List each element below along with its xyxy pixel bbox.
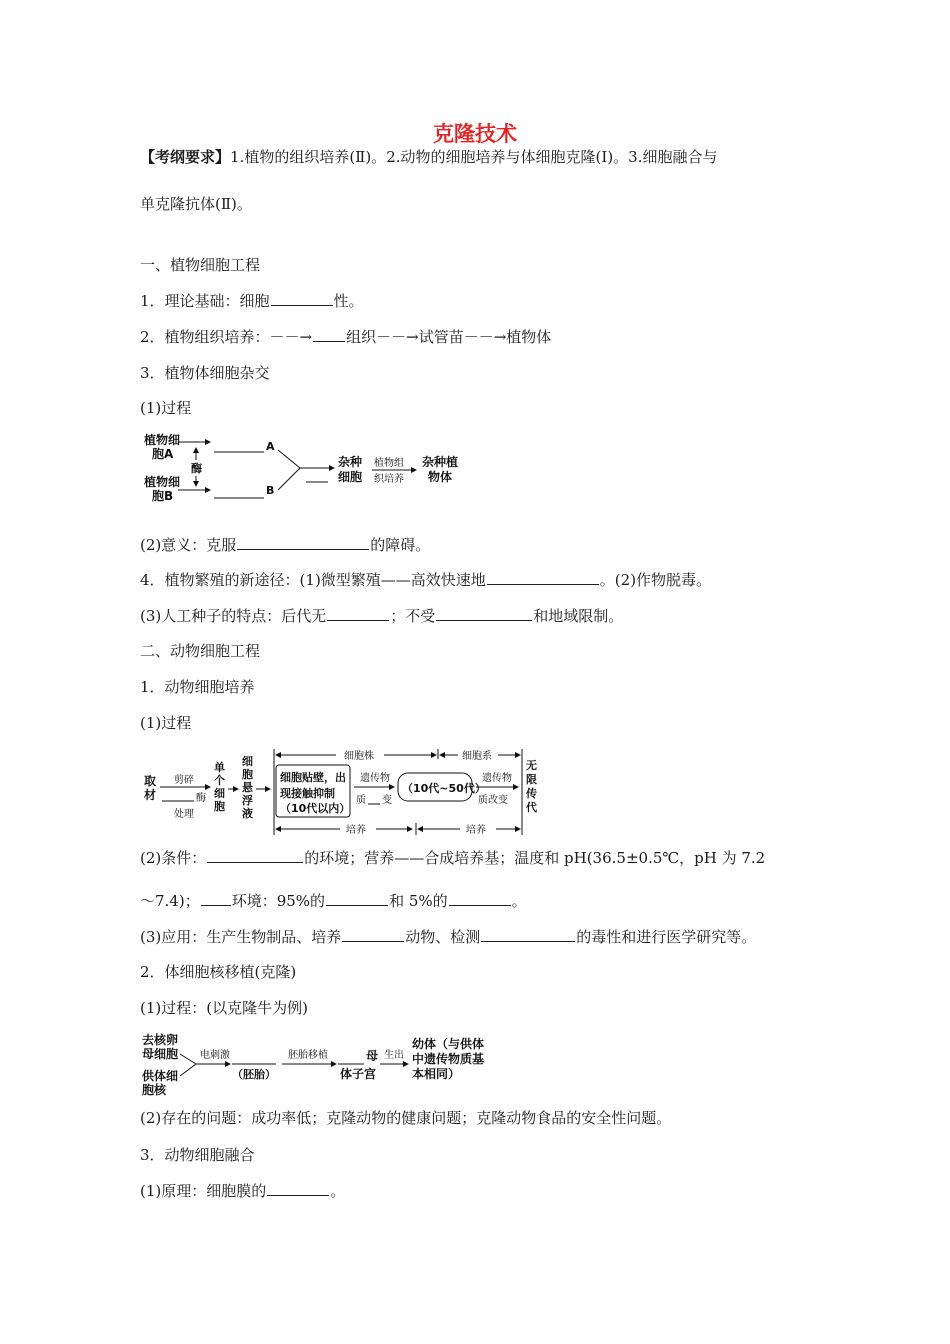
exam-req-label: 【考纲要求】 (140, 148, 231, 166)
electric-stimulus-label: 电刺激 (200, 1050, 230, 1061)
animal-cell-culture-diagram (140, 745, 540, 841)
item-text: 。 (330, 1182, 346, 1200)
item-text: (3)应用：生产生物制品、培养 (140, 928, 342, 946)
item-text: 的环境；营养——合成培养基；温度和 pH(36.5±0.5℃，pH 为 7.2 (304, 849, 766, 867)
mother-label: 母 (366, 1049, 379, 1063)
cell-line-label: 细胞系 (462, 751, 492, 762)
item-text: 的毒性和进行医学研究等。 (576, 928, 757, 946)
item-theory (140, 291, 364, 311)
take-material-label: 取 (144, 774, 157, 788)
donor-nucleus-label: 胞核 (142, 1083, 167, 1097)
cell-b-label: 植物细 (144, 475, 181, 489)
item-text: (1)原理：细胞膜的 (140, 1182, 267, 1200)
merge-line-a (278, 450, 300, 468)
item-new-propagation (140, 570, 711, 590)
enzyme-label: 酶 (191, 462, 202, 475)
fill-blank (487, 570, 599, 585)
fill-blank (342, 927, 404, 942)
item-text: 。 (511, 892, 527, 910)
item-text: (2)条件： (140, 849, 207, 867)
section-heading-animal: 二、动物细胞工程 (140, 642, 261, 660)
item-animal-culture: 1．动物细胞培养 (140, 678, 255, 696)
generations-label: （10代~50代） (402, 782, 486, 795)
hybrid-cell-label: 杂种 (338, 455, 363, 469)
tissue-culture-label: 织培养 (374, 474, 404, 485)
hybrid-plant-label: 杂种植 (422, 455, 459, 469)
item-text: 的障碍。 (370, 536, 431, 554)
item-text: 。(2)作物脱毒。 (599, 571, 712, 589)
exam-requirements-line2: 单克隆抗体(Ⅱ)。 (140, 195, 252, 213)
fill-blank (267, 1181, 329, 1196)
adherent-label: 现接触抑制 (280, 787, 335, 800)
adherent-label: （10代以内） (280, 802, 351, 815)
offspring-label: 本相同） (412, 1067, 461, 1081)
item-somatic-hybrid: 3．植物体细胞杂交 (140, 364, 270, 382)
process-label: 处理 (174, 809, 194, 820)
item-conditions-cont (140, 891, 527, 911)
birth-label: 生出 (384, 1050, 404, 1061)
fill-blank (207, 848, 303, 863)
merge-line-b (278, 468, 300, 490)
section-heading-plant: 一、植物细胞工程 (140, 256, 261, 274)
suspension-label: 悬 (242, 781, 253, 794)
fill-blank (201, 891, 231, 906)
fill-blank (313, 327, 345, 342)
hybrid-cell-label: 细胞 (338, 470, 363, 484)
suspension-label: 细 (242, 755, 253, 768)
fill-blank (327, 606, 389, 621)
enucleated-egg-label: 去核卵 (142, 1033, 179, 1047)
sub-item-process: (1)过程 (140, 714, 192, 732)
item-problems: (2)存在的问题：成功率低；克隆动物的健康问题；克隆动物食品的安全性问题。 (140, 1109, 672, 1127)
offspring-label: 幼体（与供体 (412, 1037, 485, 1051)
genetic-label: 质 (356, 795, 366, 806)
infinite-label: 代 (526, 801, 537, 814)
infinite-label: 无 (526, 759, 537, 772)
item-text: ～7.4)； (140, 892, 200, 910)
item-text: 2．植物组织培养： (140, 328, 270, 346)
fill-blank (449, 891, 511, 906)
label-a: A (266, 440, 275, 453)
suspension-label: 胞 (242, 768, 253, 781)
item-significance (140, 535, 430, 555)
sub-item-process: (1)过程 (140, 399, 192, 417)
item-nuclear-transfer: 2．体细胞核移植(克隆) (140, 963, 297, 981)
fill-blank (436, 606, 532, 621)
suspension-label: 浮 (242, 794, 253, 807)
item-text: 和 5%的 (389, 892, 448, 910)
genetic-change-label: 质改变 (478, 795, 508, 806)
item-text: (3)人工种子的特点：后代无 (140, 607, 327, 625)
merge-line (180, 1054, 196, 1064)
item-text: 组织－－→试管苗－－→植物体 (346, 328, 552, 346)
genetic-label: 遗传物 (360, 773, 390, 784)
genetic-label: 变 (382, 795, 392, 806)
donor-nucleus-label: 供体细 (142, 1069, 179, 1083)
exam-requirements-line1 (140, 147, 717, 167)
single-cell-label: 胞 (214, 800, 225, 813)
fill-blank (326, 891, 388, 906)
fill-blank (237, 535, 369, 550)
sub-item-process: (1)过程：(以克隆牛为例) (140, 999, 308, 1017)
label-b: B (266, 484, 275, 497)
item-text: 4．植物繁殖的新途径：(1)微型繁殖——高效快速地 (140, 571, 486, 589)
page-title: 克隆技术 (433, 122, 517, 146)
cell-strain-label: 细胞株 (344, 751, 374, 762)
plant-hybridization-diagram (140, 428, 480, 512)
uterus-label: 体子宫 (340, 1067, 377, 1081)
item-text: 和地域限制。 (533, 607, 624, 625)
item-artificial-seed (140, 606, 623, 626)
genetic-change-label: 遗传物 (482, 773, 512, 784)
single-cell-label: 个 (214, 774, 225, 787)
enucleated-egg-label: 母细胞 (142, 1047, 179, 1061)
infinite-label: 传 (526, 787, 537, 800)
suspension-label: 液 (242, 807, 253, 820)
fill-blank (271, 291, 333, 306)
item-tissue-culture (140, 327, 551, 347)
single-cell-label: 单 (214, 761, 225, 774)
arrow-text: －－→ (269, 328, 313, 346)
single-cell-label: 细 (214, 787, 225, 800)
fill-blank (481, 927, 575, 942)
cell-a-label: 胞A (152, 447, 174, 461)
nuclear-transfer-diagram (140, 1030, 520, 1104)
cell-b-label: 胞B (152, 489, 174, 503)
item-conditions (140, 848, 765, 868)
enzyme-label: 酶 (196, 793, 206, 804)
hybrid-plant-label: 物体 (428, 470, 453, 484)
cell-a-label: 植物细 (144, 433, 181, 447)
merge-line (180, 1064, 196, 1076)
item-text: 环境：95%的 (231, 892, 326, 910)
item-text: ；不受 (390, 607, 436, 625)
item-applications (140, 927, 756, 947)
item-text: (2)意义：克服 (140, 536, 237, 554)
item-cell-fusion: 3．动物细胞融合 (140, 1146, 255, 1164)
item-text: 1．理论基础：细胞 (140, 292, 270, 310)
embryo-transfer-label: 胚胎移植 (288, 1050, 328, 1061)
cut-label: 剪碎 (174, 775, 194, 786)
adherent-label: 细胞贴壁，出 (280, 771, 346, 784)
take-material-label: 材 (144, 788, 157, 802)
tissue-culture-label: 植物组 (374, 458, 404, 469)
infinite-label: 限 (526, 773, 537, 786)
culture-label: 培养 (466, 825, 486, 836)
embryo-label: （胚胎） (232, 1068, 276, 1081)
item-text: 性。 (333, 292, 364, 310)
culture-label: 培养 (346, 825, 366, 836)
item-text: 动物、检测 (405, 928, 481, 946)
exam-req-text: 1.植物的组织培养(Ⅱ)。2.动物的细胞培养与体细胞克隆(Ⅰ)。3.细胞融合与 (230, 148, 718, 166)
item-principle (140, 1181, 345, 1201)
offspring-label: 中遗传物质基 (412, 1052, 485, 1066)
